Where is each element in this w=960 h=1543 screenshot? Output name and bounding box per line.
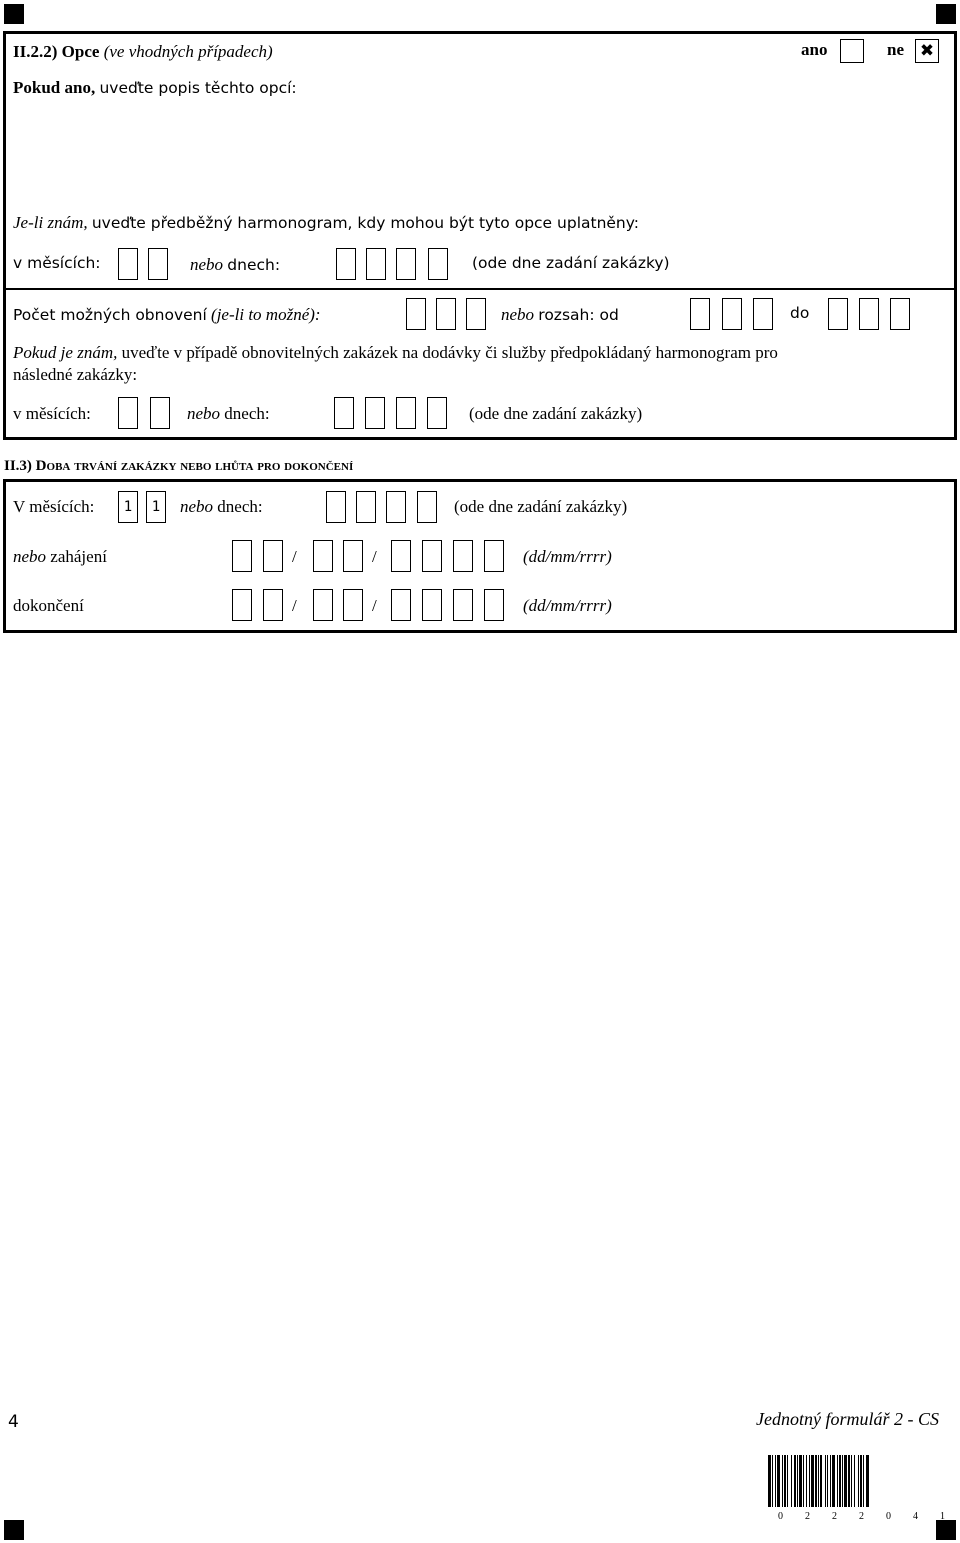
options-months-label: v měsících: <box>13 254 101 272</box>
options-months-box-2[interactable] <box>148 248 168 280</box>
renewable-days-box-3[interactable] <box>396 397 416 429</box>
start-label: zahájení <box>50 547 107 566</box>
barcode-bar <box>799 1455 802 1507</box>
duration-title-initial: D <box>35 458 47 474</box>
ano-label: ano <box>801 40 828 59</box>
barcode-bar <box>782 1455 783 1507</box>
barcode-digit: 1 <box>940 1511 945 1522</box>
renewable-label-line2: následné zakázky: <box>13 365 138 384</box>
start-day-box-2[interactable] <box>263 540 283 572</box>
range-to-box-2[interactable] <box>859 298 879 330</box>
duration-months-box-1[interactable] <box>118 491 138 523</box>
options-days-box-3[interactable] <box>396 248 416 280</box>
end-year-box-4[interactable] <box>484 589 504 621</box>
start-slash-2: / <box>372 547 377 566</box>
start-slash-1: / <box>292 547 297 566</box>
description-label-rest: uveďte popis těchto opcí: <box>99 79 297 97</box>
barcode-digit: 0 <box>778 1511 783 1522</box>
barcode-bar <box>818 1455 819 1507</box>
end-day-box-1[interactable] <box>232 589 252 621</box>
barcode-bar <box>777 1455 780 1507</box>
start-day-box-1[interactable] <box>232 540 252 572</box>
barcode-bar <box>809 1455 810 1507</box>
barcode-bar <box>830 1455 831 1507</box>
barcode-digit: 2 <box>832 1511 837 1522</box>
options-months-box-1[interactable] <box>118 248 138 280</box>
barcode-bar <box>775 1455 776 1507</box>
page-number: 4 <box>8 1412 19 1432</box>
barcode-digit: 0 <box>886 1511 891 1522</box>
barcode-bar <box>784 1455 786 1507</box>
duration-section-number: II.3) <box>4 458 32 474</box>
renewable-rest-line1: uveďte v případě obnovitelných zakázek na dodávky či služby předpokládaný harmonogram pro <box>121 343 778 362</box>
range-to-label: do <box>790 304 810 322</box>
form-name: Jednotný formulář 2 - CS <box>756 1409 939 1429</box>
barcode-digit: 2 <box>859 1511 864 1522</box>
renewable-days-box-2[interactable] <box>365 397 385 429</box>
barcode-digit: 4 <box>913 1511 918 1522</box>
renewable-days-box-1[interactable] <box>334 397 354 429</box>
renewable-months-box-1[interactable] <box>118 397 138 429</box>
barcode-bar <box>815 1455 817 1507</box>
duration-days-box-3[interactable] <box>386 491 406 523</box>
range-from-box-1[interactable] <box>690 298 710 330</box>
renewable-days-word: dnech: <box>224 404 270 423</box>
start-year-box-3[interactable] <box>453 540 473 572</box>
barcode-bar <box>848 1455 850 1507</box>
ano-checkbox[interactable] <box>840 39 864 63</box>
duration-days-box-1[interactable] <box>326 491 346 523</box>
options-divider <box>3 288 957 290</box>
barcode-bar <box>854 1455 855 1507</box>
renewals-box-3[interactable] <box>466 298 486 330</box>
start-year-box-1[interactable] <box>391 540 411 572</box>
start-month-box-2[interactable] <box>343 540 363 572</box>
renewable-label-line1 <box>13 344 778 361</box>
barcode-bar <box>794 1455 796 1507</box>
end-date-label: dokončení <box>13 596 84 615</box>
duration-months-digit-1: 1 <box>123 499 133 515</box>
end-month-box-2[interactable] <box>343 589 363 621</box>
options-days-box-2[interactable] <box>366 248 386 280</box>
start-year-box-4[interactable] <box>484 540 504 572</box>
start-date-label <box>13 548 107 565</box>
options-days-label <box>190 256 280 274</box>
duration-days-label <box>180 498 263 515</box>
registration-mark-bottom-right <box>936 1520 956 1540</box>
start-or-label: nebo <box>13 547 47 566</box>
options-days-box-4[interactable] <box>428 248 448 280</box>
barcode-bar <box>832 1455 835 1507</box>
barcode-bar <box>860 1455 862 1507</box>
barcode-bar <box>806 1455 807 1507</box>
options-heading <box>13 43 273 60</box>
renewals-box-2[interactable] <box>436 298 456 330</box>
renewable-months-box-2[interactable] <box>150 397 170 429</box>
barcode-bar <box>791 1455 792 1507</box>
barcode-bar <box>825 1455 826 1507</box>
barcode-bar <box>839 1455 841 1507</box>
range-from-box-2[interactable] <box>722 298 742 330</box>
harmonogram-label <box>13 214 639 232</box>
barcode-bar <box>797 1455 798 1507</box>
barcode-bar <box>851 1455 852 1507</box>
barcode-bar <box>858 1455 859 1507</box>
renewals-label: Počet možných obnovení <box>13 306 207 324</box>
renewable-from-award: (ode dne zadání zakázky) <box>469 404 643 423</box>
end-day-box-2[interactable] <box>263 589 283 621</box>
duration-months-box-2[interactable] <box>146 491 166 523</box>
duration-months-label: V měsících: <box>13 497 95 516</box>
barcode-bar <box>837 1455 838 1507</box>
duration-days-box-2[interactable] <box>356 491 376 523</box>
barcode-bar <box>866 1455 869 1507</box>
end-year-box-1[interactable] <box>391 589 411 621</box>
range-to-box-3[interactable] <box>890 298 910 330</box>
options-days-box-1[interactable] <box>336 248 356 280</box>
barcode-digit: 2 <box>805 1511 810 1522</box>
renewals-note: (je-li to možné): <box>211 305 321 324</box>
range-label: rozsah: od <box>538 306 619 324</box>
options-title-note: (ve vhodných případech) <box>103 42 273 61</box>
barcode-bar <box>772 1455 773 1507</box>
ne-checkbox[interactable] <box>915 39 939 63</box>
barcode-bar <box>803 1455 804 1507</box>
duration-days-word: dnech: <box>217 497 263 516</box>
renewable-italic: Pokud je znám, <box>13 343 118 362</box>
end-slash-2: / <box>372 596 377 615</box>
registration-mark-top-left <box>4 4 24 24</box>
barcode-bar <box>787 1455 788 1507</box>
start-month-box-1[interactable] <box>313 540 333 572</box>
duration-days-box-4[interactable] <box>417 491 437 523</box>
range-label-group <box>501 306 619 324</box>
duration-months-digit-2: 1 <box>151 499 161 515</box>
renewable-or-label: nebo <box>187 404 221 423</box>
start-date-format: (dd/mm/rrrr) <box>523 547 612 566</box>
harmonogram-italic: Je-li znám, <box>13 213 88 232</box>
renewals-box-1[interactable] <box>406 298 426 330</box>
end-year-box-3[interactable] <box>453 589 473 621</box>
description-label-bold: Pokud ano, <box>13 78 96 97</box>
range-to-box-1[interactable] <box>828 298 848 330</box>
renewable-days-label <box>187 405 270 422</box>
options-description-area[interactable] <box>10 100 950 200</box>
barcode-bar <box>827 1455 828 1507</box>
range-or-label: nebo <box>501 305 535 324</box>
ne-label: ne <box>887 40 904 59</box>
options-or-label: nebo <box>190 255 224 274</box>
duration-heading <box>4 459 353 474</box>
options-section-number: II.2.2) <box>13 42 58 61</box>
barcode-bar <box>820 1455 822 1507</box>
duration-or-label: nebo <box>180 497 214 516</box>
start-year-box-2[interactable] <box>422 540 442 572</box>
duration-from-award: (ode dne zadání zakázky) <box>454 497 628 516</box>
registration-mark-top-right <box>936 4 956 24</box>
options-from-award: (ode dne zadání zakázky) <box>472 254 670 272</box>
end-year-box-2[interactable] <box>422 589 442 621</box>
end-month-box-1[interactable] <box>313 589 333 621</box>
registration-mark-bottom-left <box>4 1520 24 1540</box>
checkmark-x-icon: ✖ <box>919 41 935 61</box>
renewable-months-label: v měsících: <box>13 404 91 423</box>
options-days-word: dnech: <box>227 256 281 274</box>
options-title: Opce <box>61 42 100 61</box>
duration-title-rest: oba trvání zakázky nebo lhůta pro dokončení <box>46 458 354 474</box>
range-from-box-3[interactable] <box>753 298 773 330</box>
renewals-label-group <box>13 306 321 324</box>
barcode-bar <box>863 1455 864 1507</box>
options-description-label <box>13 79 297 97</box>
harmonogram-rest: uveďte předběžný harmonogram, kdy mohou být tyto opce uplatněny: <box>91 214 640 232</box>
barcode-bar <box>811 1455 814 1507</box>
end-date-format: (dd/mm/rrrr) <box>523 596 612 615</box>
barcode-bar <box>842 1455 843 1507</box>
barcode-bar <box>768 1455 771 1507</box>
renewable-days-box-4[interactable] <box>427 397 447 429</box>
end-slash-1: / <box>292 596 297 615</box>
barcode-bar <box>844 1455 847 1507</box>
barcode-icon <box>768 1455 950 1507</box>
